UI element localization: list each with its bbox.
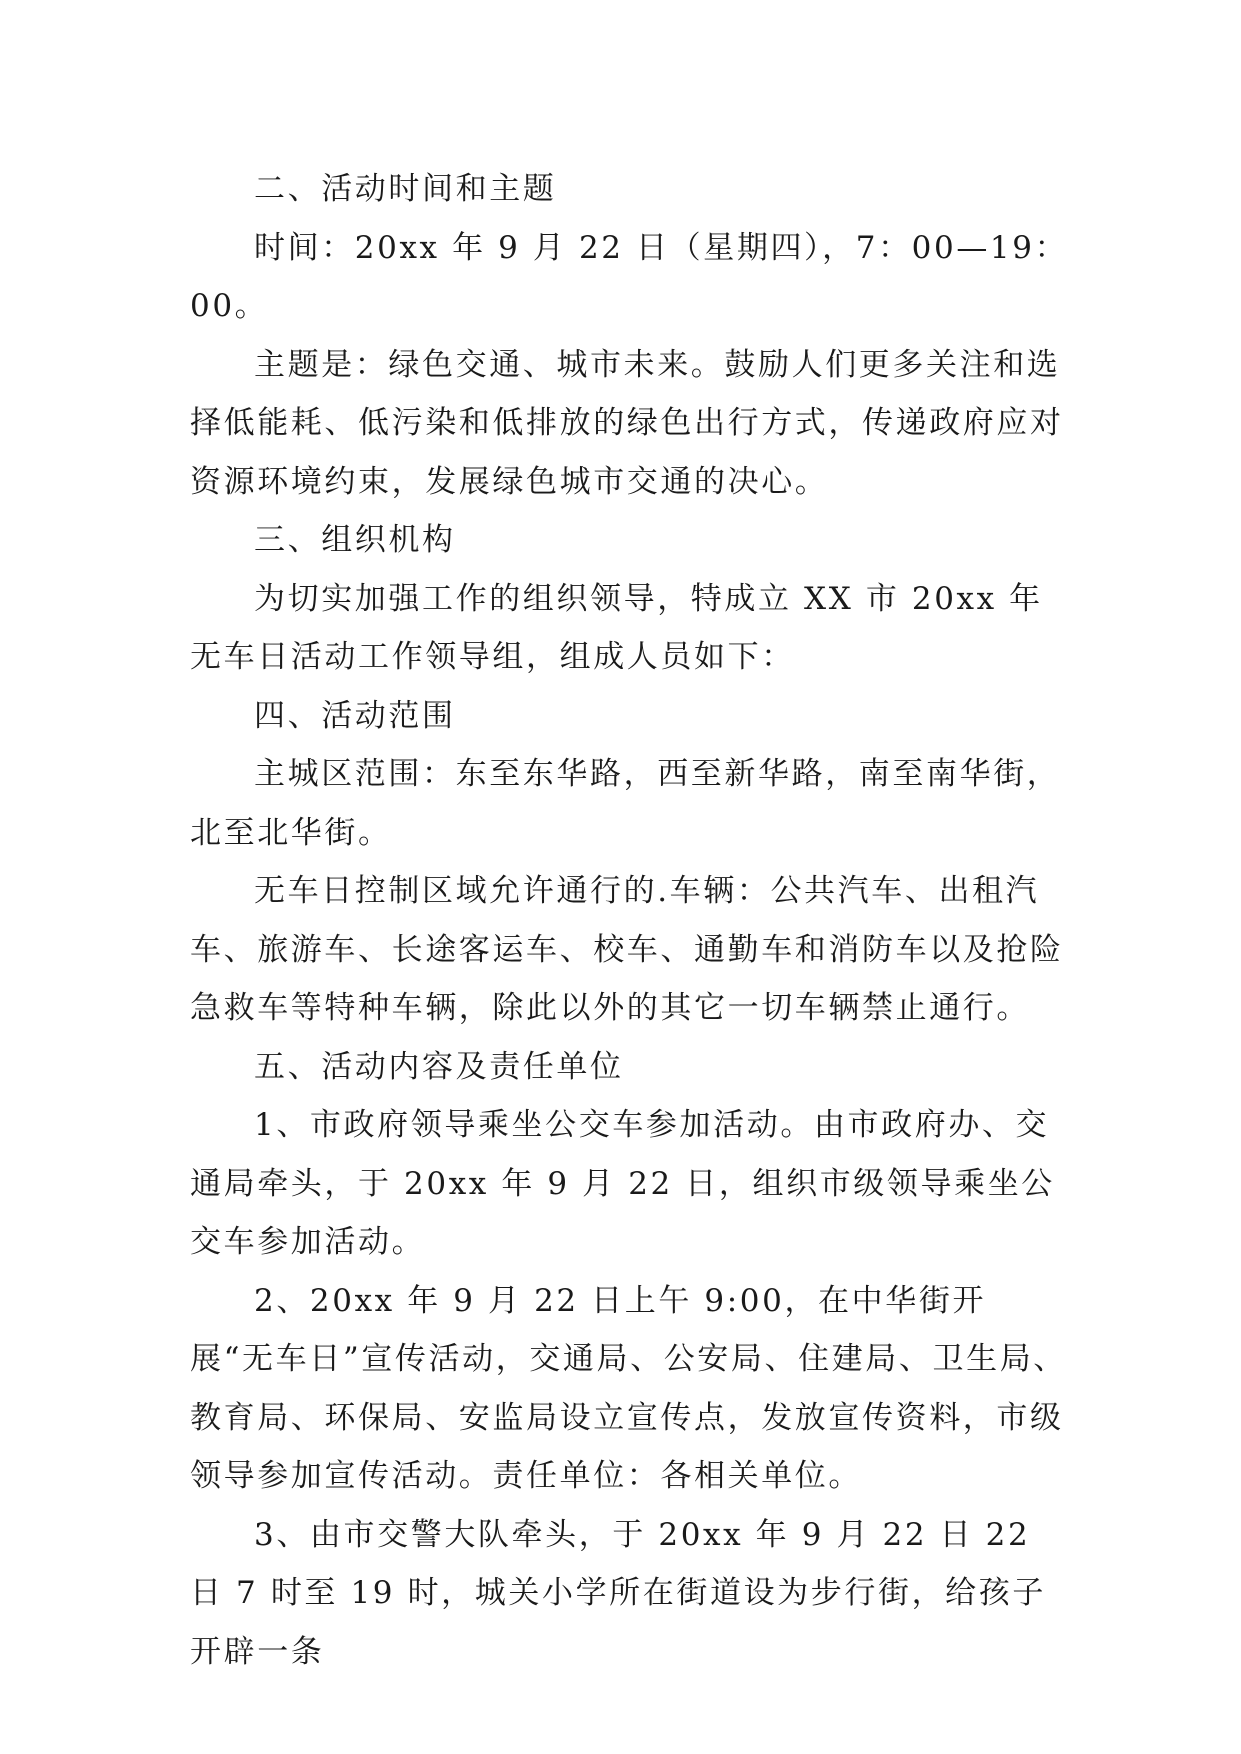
section-heading-time-theme: 二、活动时间和主题 (254, 171, 557, 207)
section-heading-scope: 四、活动范围 (254, 697, 456, 734)
paragraph-scope-vehicles: 无车日控制区域允许通行的.车辆：公共汽车、出租汽车、旅游车、长途客运车、校车、通勤车和消防车以及抢险急救车等特种车辆，除此以外的其它一切车辆禁止通行。 (190, 873, 1064, 1026)
section-heading-content: 五、活动内容及责任单位 (254, 1048, 624, 1085)
paragraph-scope-area: 主城区范围：东至东华路，西至新华路，南至南华街，北至北华街。 (190, 756, 1061, 851)
paragraph-time: 时间：20xx 年 9 月 22 日（星期四），7：00—19：00。 (190, 229, 1069, 324)
paragraph-content-item-1: 1、市政府领导乘坐公交车参加活动。由市政府办、交通局牵头，于 20xx 年 9 月 22 日，组织市级领导乘坐公交车参加活动。 (190, 1107, 1055, 1260)
section-heading-organization: 三、组织机构 (254, 522, 456, 558)
paragraph-content-item-3: 3、由市交警大队牵头，于 20xx 年 9 月 22 日 22 日 7 时至 19 时，城关小学所在街道设为步行街，给孩子开辟一条 (190, 1516, 1046, 1670)
paragraph-theme: 主题是：绿色交通、城市未来。鼓励人们更多关注和选择低能耗、低污染和低排放的绿色出行方式，传递政府应对资源环境约束，发展绿色城市交通的决心。 (190, 346, 1064, 500)
paragraph-organization: 为切实加强工作的组织领导，特成立 XX 市 20xx 年无车日活动工作领导组，组成人员如下： (190, 580, 1043, 675)
paragraph-content-item-2: 2、20xx 年 9 月 22 日上午 9:00，在中华街开展“无车日”宣传活动，交通局、公安局、住建局、卫生局、教育局、环保局、安监局设立宣传点，发放宣传资料，市级领导参加宣传活动。责任单位：各相关单位。 (190, 1282, 1067, 1494)
document-body (190, 160, 1070, 1681)
